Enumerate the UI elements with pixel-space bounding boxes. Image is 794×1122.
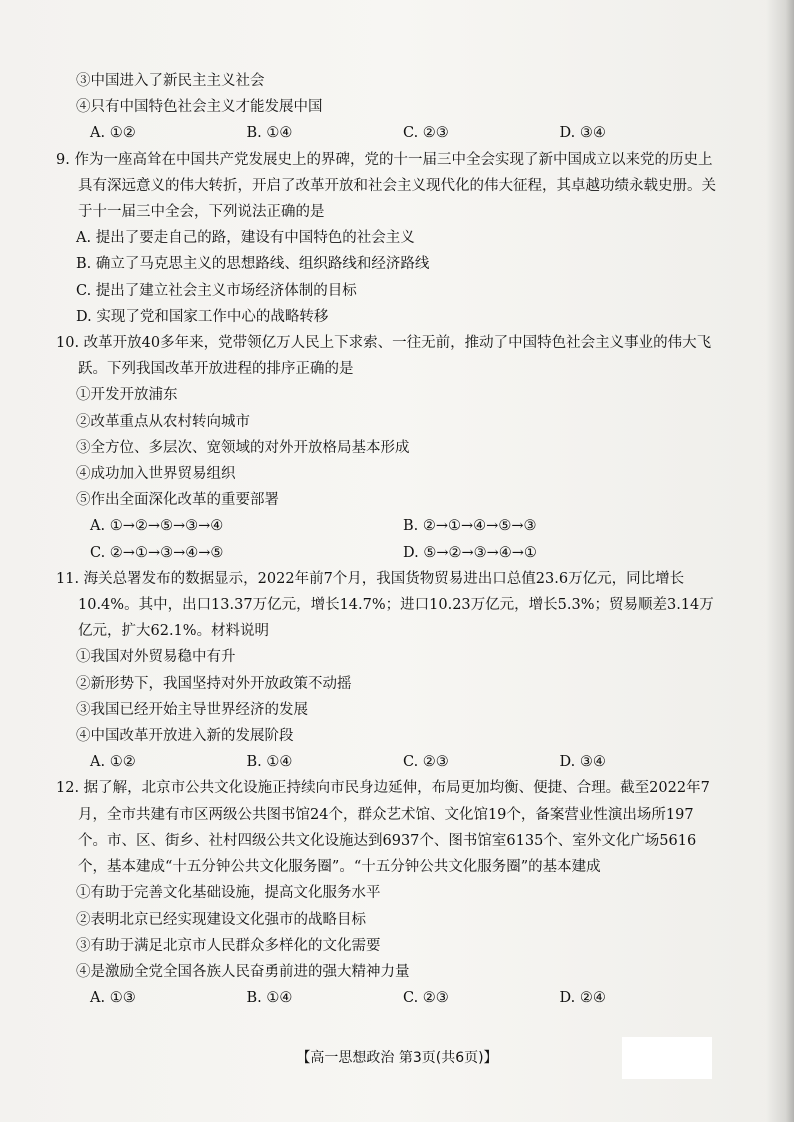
q12-choice-c: C. ②③ (403, 990, 449, 1007)
q10-choice-b: B. ②→①→④→⑤→③ (403, 518, 537, 535)
q12-choices (56, 985, 716, 1011)
q12-option-3: ③有助于满足北京市人民群众多样化的文化需要 (76, 937, 381, 954)
q11-stem: 11. 海关总署发布的数据显示，2022年前7个月，我国货物贸易进出口总值23.6万亿元，同比增长10.4%。其中，出口13.37万亿元，增长14.7%；进口10.23万亿元，增长5.3%；贸易顺差3.14万亿元，扩大62.1%。材料说明 (56, 570, 714, 640)
q11-choices (56, 749, 716, 775)
q11-option-4: ④中国改革开放进入新的发展阶段 (76, 728, 294, 745)
q8-choice-b: B. ①④ (246, 125, 293, 142)
q9-choice-b: B. 确立了马克思主义的思想路线、组织路线和经济路线 (76, 256, 430, 273)
q12-choice-b: B. ①④ (246, 990, 293, 1007)
q10-stem: 10. 改革开放40多年来，党带领亿万人民上下求索、一往无前，推动了中国特色社会主义事业的伟大飞跃。下列我国改革开放进程的排序正确的是 (56, 335, 712, 378)
q8-choice-d: D. ③④ (559, 125, 606, 142)
q11-choice-b: B. ①④ (246, 754, 293, 771)
q10-option-5: ⑤作出全面深化改革的重要部署 (76, 492, 279, 509)
q11-choice-d: D. ③④ (559, 754, 606, 771)
q8-option-3: ③中国进入了新民主主义社会 (76, 73, 265, 89)
q9-stem: 9. 作为一座高耸在中国共产党发展史上的界碑，党的十一届三中全会实现了新中国成立以来党的历史上具有深远意义的伟大转折，开启了改革开放和社会主义现代化的伟大征程，其卓越功绩永载史册。关于十一届三中全会，下列说法正确的是 (56, 151, 716, 221)
q11-choice-c: C. ②③ (403, 754, 449, 771)
q9-choice-d: D. 实现了党和国家工作中心的战略转移 (76, 308, 329, 325)
q8-choice-a: A. ①② (90, 125, 136, 142)
question-12 (56, 775, 716, 1011)
scan-edge-shadow (766, 0, 794, 1122)
q10-option-3: ③全方位、多层次、宽领域的对外开放格局基本形成 (76, 439, 410, 456)
q10-option-1: ①开发开放浦东 (76, 387, 178, 404)
q10-option-2: ②改革重点从农村转向城市 (76, 413, 250, 430)
question-10 (56, 330, 716, 566)
q10-choice-d: D. ⑤→②→③→④→① (403, 544, 537, 561)
q8-choices (56, 120, 716, 146)
q12-choice-a: A. ①③ (90, 990, 136, 1007)
q11-option-2: ②新形势下，我国坚持对外开放政策不动摇 (76, 675, 352, 692)
question-9 (56, 147, 716, 330)
q10-choices-row-2 (56, 540, 716, 566)
q10-choices-row-1 (56, 513, 716, 539)
q11-option-1: ①我国对外贸易稳中有升 (76, 649, 236, 666)
q9-choice-c: C. 提出了建立社会主义市场经济体制的目标 (76, 282, 357, 299)
q12-option-1: ①有助于完善文化基础设施，提高文化服务水平 (76, 885, 381, 902)
q8-choice-c: C. ②③ (403, 125, 449, 142)
page-footer: 【高一思想政治 第3页(共6页)】 (296, 1050, 498, 1066)
q8-option-4: ④只有中国特色社会主义才能发展中国 (76, 99, 323, 116)
blank-white-box (622, 1037, 712, 1079)
page-content (56, 68, 716, 1011)
question-8-tail (56, 68, 716, 147)
q12-option-2: ②表明北京已经实现建设文化强市的战略目标 (76, 911, 366, 928)
q12-option-4: ④是激励全党全国各族人民奋勇前进的强大精神力量 (76, 963, 410, 980)
q12-choice-d: D. ②④ (559, 990, 606, 1007)
q11-choice-a: A. ①② (90, 754, 136, 771)
q9-choice-a: A. 提出了要走自己的路，建设有中国特色的社会主义 (76, 230, 415, 247)
q11-option-3: ③我国已经开始主导世界经济的发展 (76, 701, 308, 718)
q10-choice-c: C. ②→①→③→④→⑤ (90, 544, 224, 561)
q12-stem: 12. 据了解，北京市公共文化设施正持续向市民身边延伸，布局更加均衡、便捷、合理。截至2022年7月，全市共建有市区两级公共图书馆24个，群众艺术馆、文化馆19个，备案营业性演出场所197个。市、区、街乡、社村四级公共文化设施达到6937个、图书馆室6135个、室外文化广场5616个，基本建成“十五分钟公共文化服务圈”。“十五分钟公共文化服务圈”的基本建成 (56, 780, 710, 876)
q10-choice-a: A. ①→②→⑤→③→④ (90, 518, 224, 535)
question-11 (56, 566, 716, 776)
q10-option-4: ④成功加入世界贸易组织 (76, 466, 236, 483)
